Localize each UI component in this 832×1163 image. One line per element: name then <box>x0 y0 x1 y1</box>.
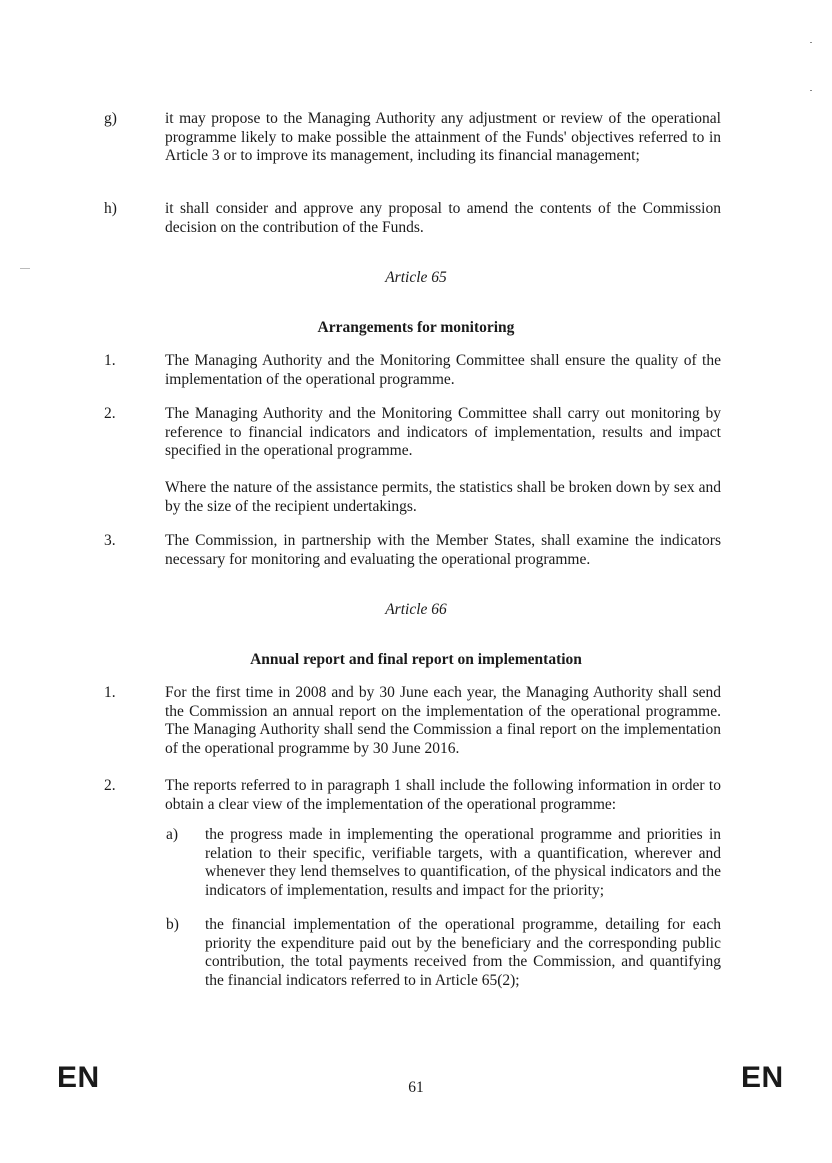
paragraph-marker: 1. <box>104 352 116 369</box>
subpoint-text: the progress made in implementing the operational programme and priorities in relation to their specific, verifiable targets, with a quantification, wherever and whenever they lend themselves to quantification, of the physical indicators and the indicators of implementation, results and impact for the priority; <box>205 826 721 899</box>
subpoint-text: the financial implementation of the operational programme, detailing for each priority the expenditure paid out by the beneficiary and the corresponding public contribution, the total payments received from the Commission, and quantifying the financial indicators referred to in Article 65(2); <box>205 916 721 989</box>
paragraph-text: For the first time in 2008 and by 30 June each year, the Managing Authority shall send the Commission an annual report on the implementation of the operational programme. The Managing Authority shall send the Commission a final report on the implementation of the operational programme by 30 June 2016. <box>165 684 721 757</box>
page-number: 61 <box>408 1079 424 1096</box>
paragraph-text: The reports referred to in paragraph 1 shall include the following information in order to obtain a clear view of the implementation of the operational programme: <box>165 777 721 813</box>
point-text: it shall consider and approve any proposal to amend the contents of the Commission decision on the contribution of the Funds. <box>165 200 721 236</box>
article-66-heading: Annual report and final report on implementation <box>250 651 582 668</box>
article-65-label: Article 65 <box>385 269 447 286</box>
subpoint-marker: b) <box>166 916 179 933</box>
language-code-right: EN <box>741 1061 784 1094</box>
paragraph-text: The Managing Authority and the Monitoring Committee shall ensure the quality of the implementation of the operational programme. <box>165 352 721 388</box>
language-code-left: EN <box>57 1061 100 1094</box>
subpoint-marker: a) <box>166 826 179 843</box>
paragraph-text: Where the nature of the assistance permits, the statistics shall be broken down by sex and by the size of the recipient undertakings. <box>165 479 721 515</box>
paragraph-text: The Commission, in partnership with the Member States, shall examine the indicators necessary for monitoring and evaluating the operational programme. <box>165 532 721 568</box>
point-marker: g) <box>104 110 117 127</box>
paragraph-marker: 2. <box>104 405 116 422</box>
point-text: it may propose to the Managing Authority any adjustment or review of the operational programme likely to make possible the attainment of the Funds' objectives referred to in Article 3 or to improve its management, including its financial management; <box>165 110 721 164</box>
article-65-heading: Arrangements for monitoring <box>317 319 515 336</box>
scan-speck <box>810 42 812 43</box>
article-66-label: Article 66 <box>385 601 447 618</box>
scan-speck <box>810 90 812 91</box>
paragraph-marker: 2. <box>104 777 116 794</box>
paragraph-marker: 3. <box>104 532 116 549</box>
paragraph-text: The Managing Authority and the Monitoring Committee shall carry out monitoring by reference to financial indicators and indicators of implementation, results and impact specified in the operational programme. <box>165 405 721 459</box>
scan-speck <box>20 268 30 269</box>
paragraph-marker: 1. <box>104 684 116 701</box>
point-marker: h) <box>104 200 117 217</box>
